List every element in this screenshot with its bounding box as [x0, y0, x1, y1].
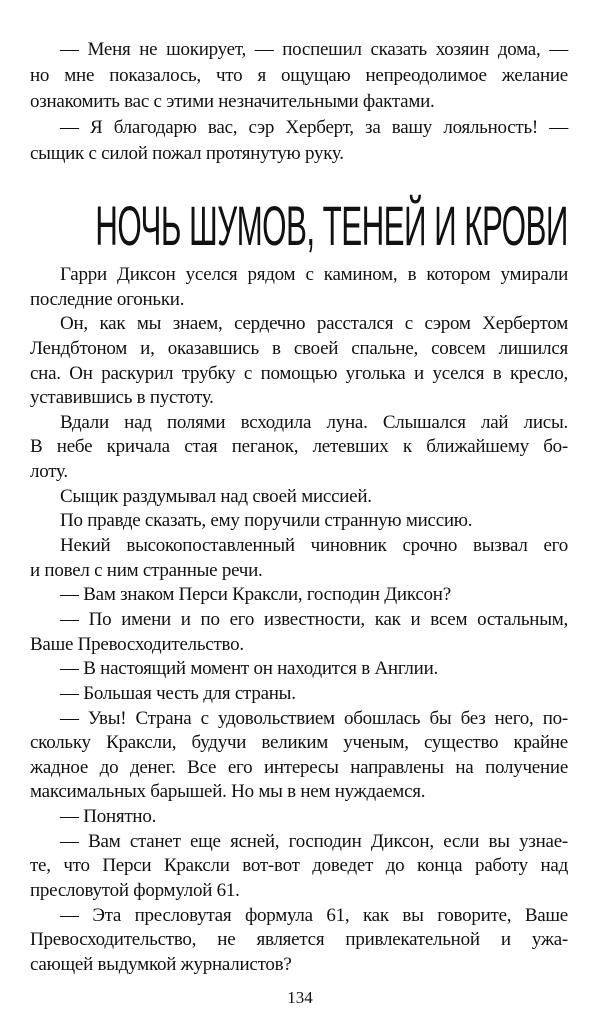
chapter-title: НОЧЬ ШУМОВ, ТЕНЕЙ И КРОВИ — [95, 194, 568, 257]
text-line: Превосходительство, не является привлекательной и ужа- — [30, 929, 568, 951]
text-line: — Меня не шокирует, — поспешил сказать хозяин дома, — — [60, 39, 568, 60]
text-line: сыщик с силой пожал протянутую руку. — [30, 143, 344, 164]
text-line: максимальных барышей. Но мы в нем нуждаемся. — [30, 781, 426, 803]
text-line: — Вам станет еще ясней, господин Диксон, если вы узнае- — [60, 830, 568, 852]
text-line: — Большая честь для страны. — [60, 682, 296, 704]
text-line: те, что Перси Краксли вот-вот доведет до конца работу над — [30, 855, 568, 877]
text-line: Он, как мы знаем, сердечно расстался с сэром Хербертом — [60, 313, 568, 335]
text-block-body — [30, 263, 568, 978]
text-line: последние огоньки. — [30, 288, 185, 310]
text-line: Сыщик раздумывал над своей миссией. — [60, 485, 372, 507]
page-number: 134 — [287, 988, 313, 1007]
text-line: — Вам знаком Перси Краксли, господин Диксон? — [60, 584, 451, 606]
text-line: жадное до денег. Все его интересы направлены на получение — [30, 756, 568, 778]
text-line: В небе кричала стая пеганок, летевших к ближайшему бо- — [30, 436, 568, 458]
text-line: сна. Он раскурил трубку с помощью уголька и уселся в кресло, — [30, 362, 568, 384]
text-line: и повел с ним странные речи. — [30, 559, 263, 581]
text-line: Вдали над полями всходила луна. Слышался лай лисы. — [60, 411, 568, 433]
text-block-top — [30, 37, 568, 167]
text-line: Некий высокопоставленный чиновник срочно вызвал его — [60, 535, 568, 557]
text-line: По правде сказать, ему поручили странную миссию. — [60, 510, 473, 532]
text-line: Лендбтоном и, оказавшись в своей спальне, совсем лишился — [30, 337, 568, 359]
text-line: уставившись в пустоту. — [30, 387, 214, 409]
text-line: но мне показалось, что я ощущаю непреодолимое желание — [30, 65, 568, 86]
text-line: — Увы! Страна с удовольствием обошлась бы без него, по- — [60, 707, 568, 729]
text-line: — По имени и по его известности, как и всем остальным, — [60, 608, 568, 630]
text-line: Гарри Диксон уселся рядом с камином, в котором умирали — [60, 264, 568, 285]
text-line: — Я благодарю вас, сэр Херберт, за вашу лояльность! — — [60, 117, 568, 138]
text-line: пресловутой формулой 61. — [30, 880, 240, 902]
text-line: скольку Краксли, будучи великим ученым, существо крайне — [30, 732, 568, 754]
text-line: ознакомить вас с этими незначительными фактами. — [30, 91, 435, 112]
text-line: — В настоящий момент он находится в Англии. — [60, 658, 438, 680]
text-line: — Понятно. — [60, 806, 157, 828]
text-line: — Эта пресловутая формула 61, как вы говорите, Ваше — [60, 904, 568, 926]
text-line: Ваше Превосходительство. — [30, 633, 244, 655]
text-line: лоту. — [30, 461, 68, 483]
text-line: сающей выдумкой журналистов? — [30, 953, 292, 975]
